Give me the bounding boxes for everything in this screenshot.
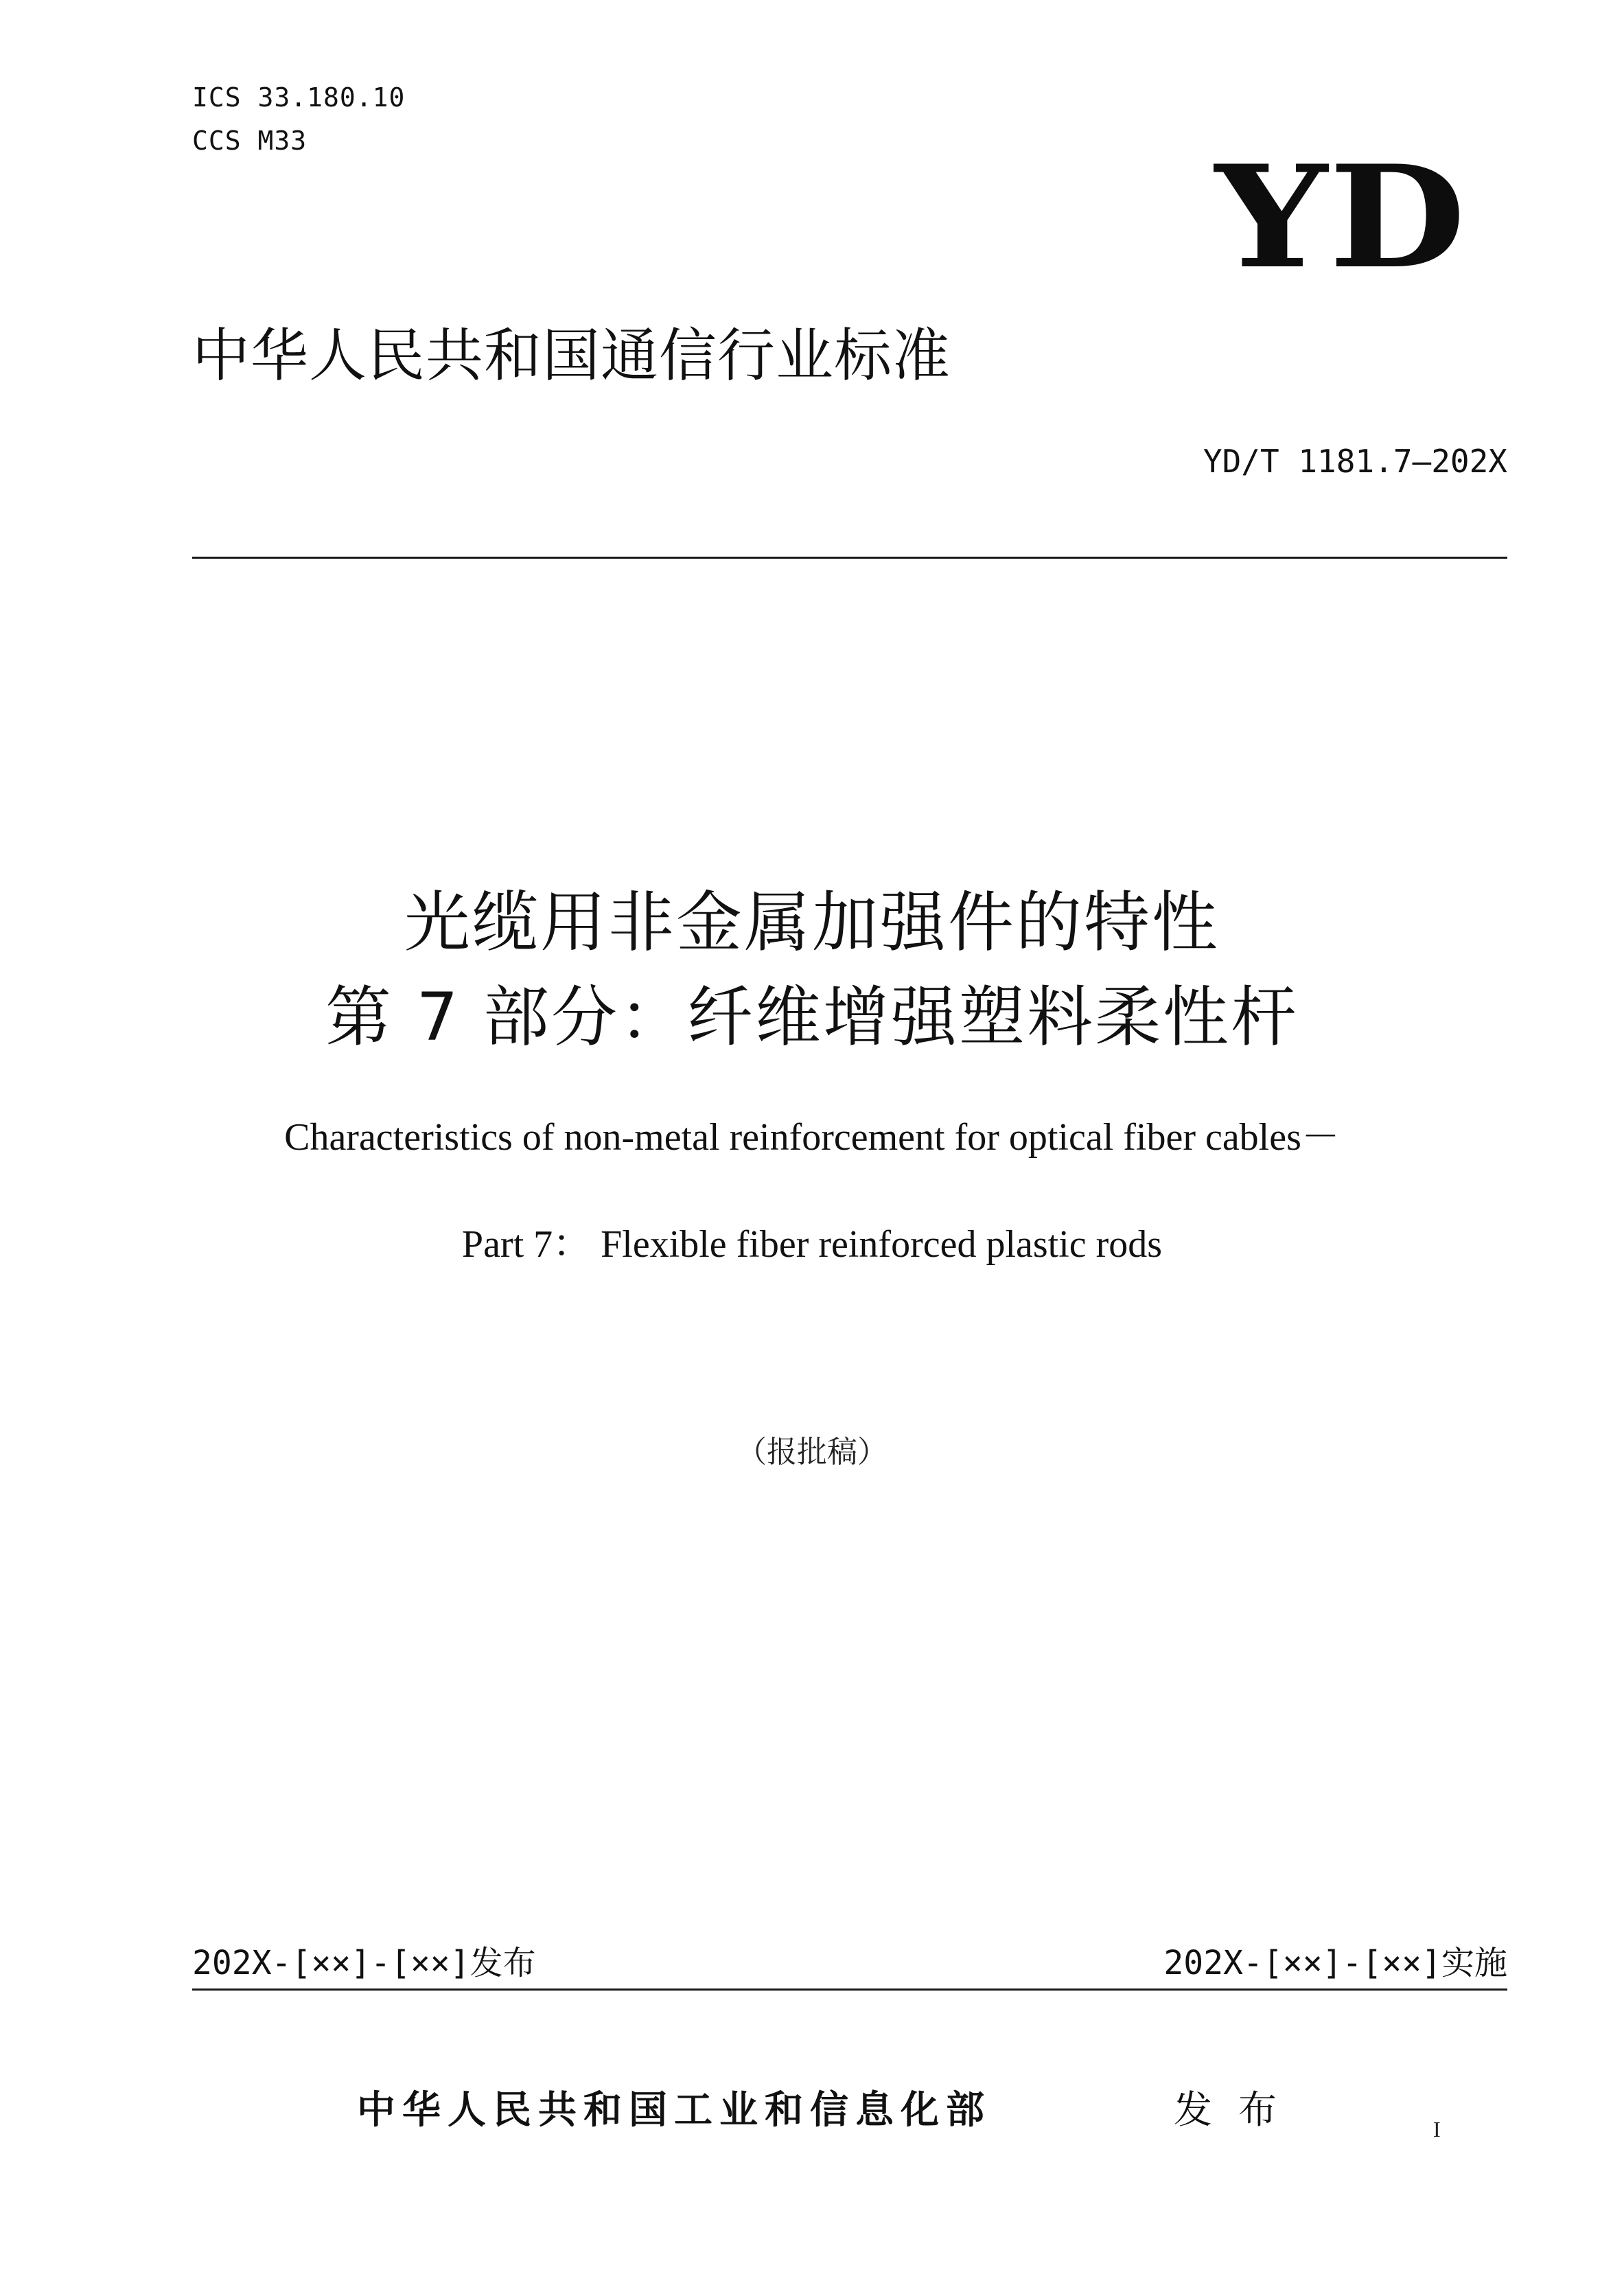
footer-divider xyxy=(192,1988,1507,1991)
issuing-authority: 中华人民共和国工业和信息化部 xyxy=(357,2088,991,2133)
standard-category-title: 中华人民共和国通信行业标准 xyxy=(192,322,951,389)
chinese-title-line-1: 光缆用非金属加强件的特性 xyxy=(404,884,1220,961)
standard-number: YD/T 1181.7—202X xyxy=(1203,443,1507,480)
issue-label: 发布 xyxy=(1174,2088,1303,2133)
yd-logo: YD xyxy=(1215,135,1468,300)
page-number: I xyxy=(1433,2117,1441,2142)
implementation-date: 202X-[××]-[××]实施 xyxy=(1163,1944,1507,1982)
issue-date: 202X-[××]-[××]发布 xyxy=(192,1944,536,1982)
ccs-code: CCS M33 xyxy=(192,126,308,156)
header-divider xyxy=(192,557,1507,559)
draft-status-label: （报批稿） xyxy=(736,1435,888,1470)
chinese-title-line-2: 第 7 部分：纤维增强塑料柔性杆 xyxy=(325,979,1299,1056)
english-title-line-2: Part 7： Flexible fiber reinforced plastic rods xyxy=(461,1223,1163,1266)
english-title-line-1: Characteristics of non-metal reinforcement for optical fiber cables－ xyxy=(284,1116,1340,1159)
ics-code: ICS 33.180.10 xyxy=(192,82,406,113)
